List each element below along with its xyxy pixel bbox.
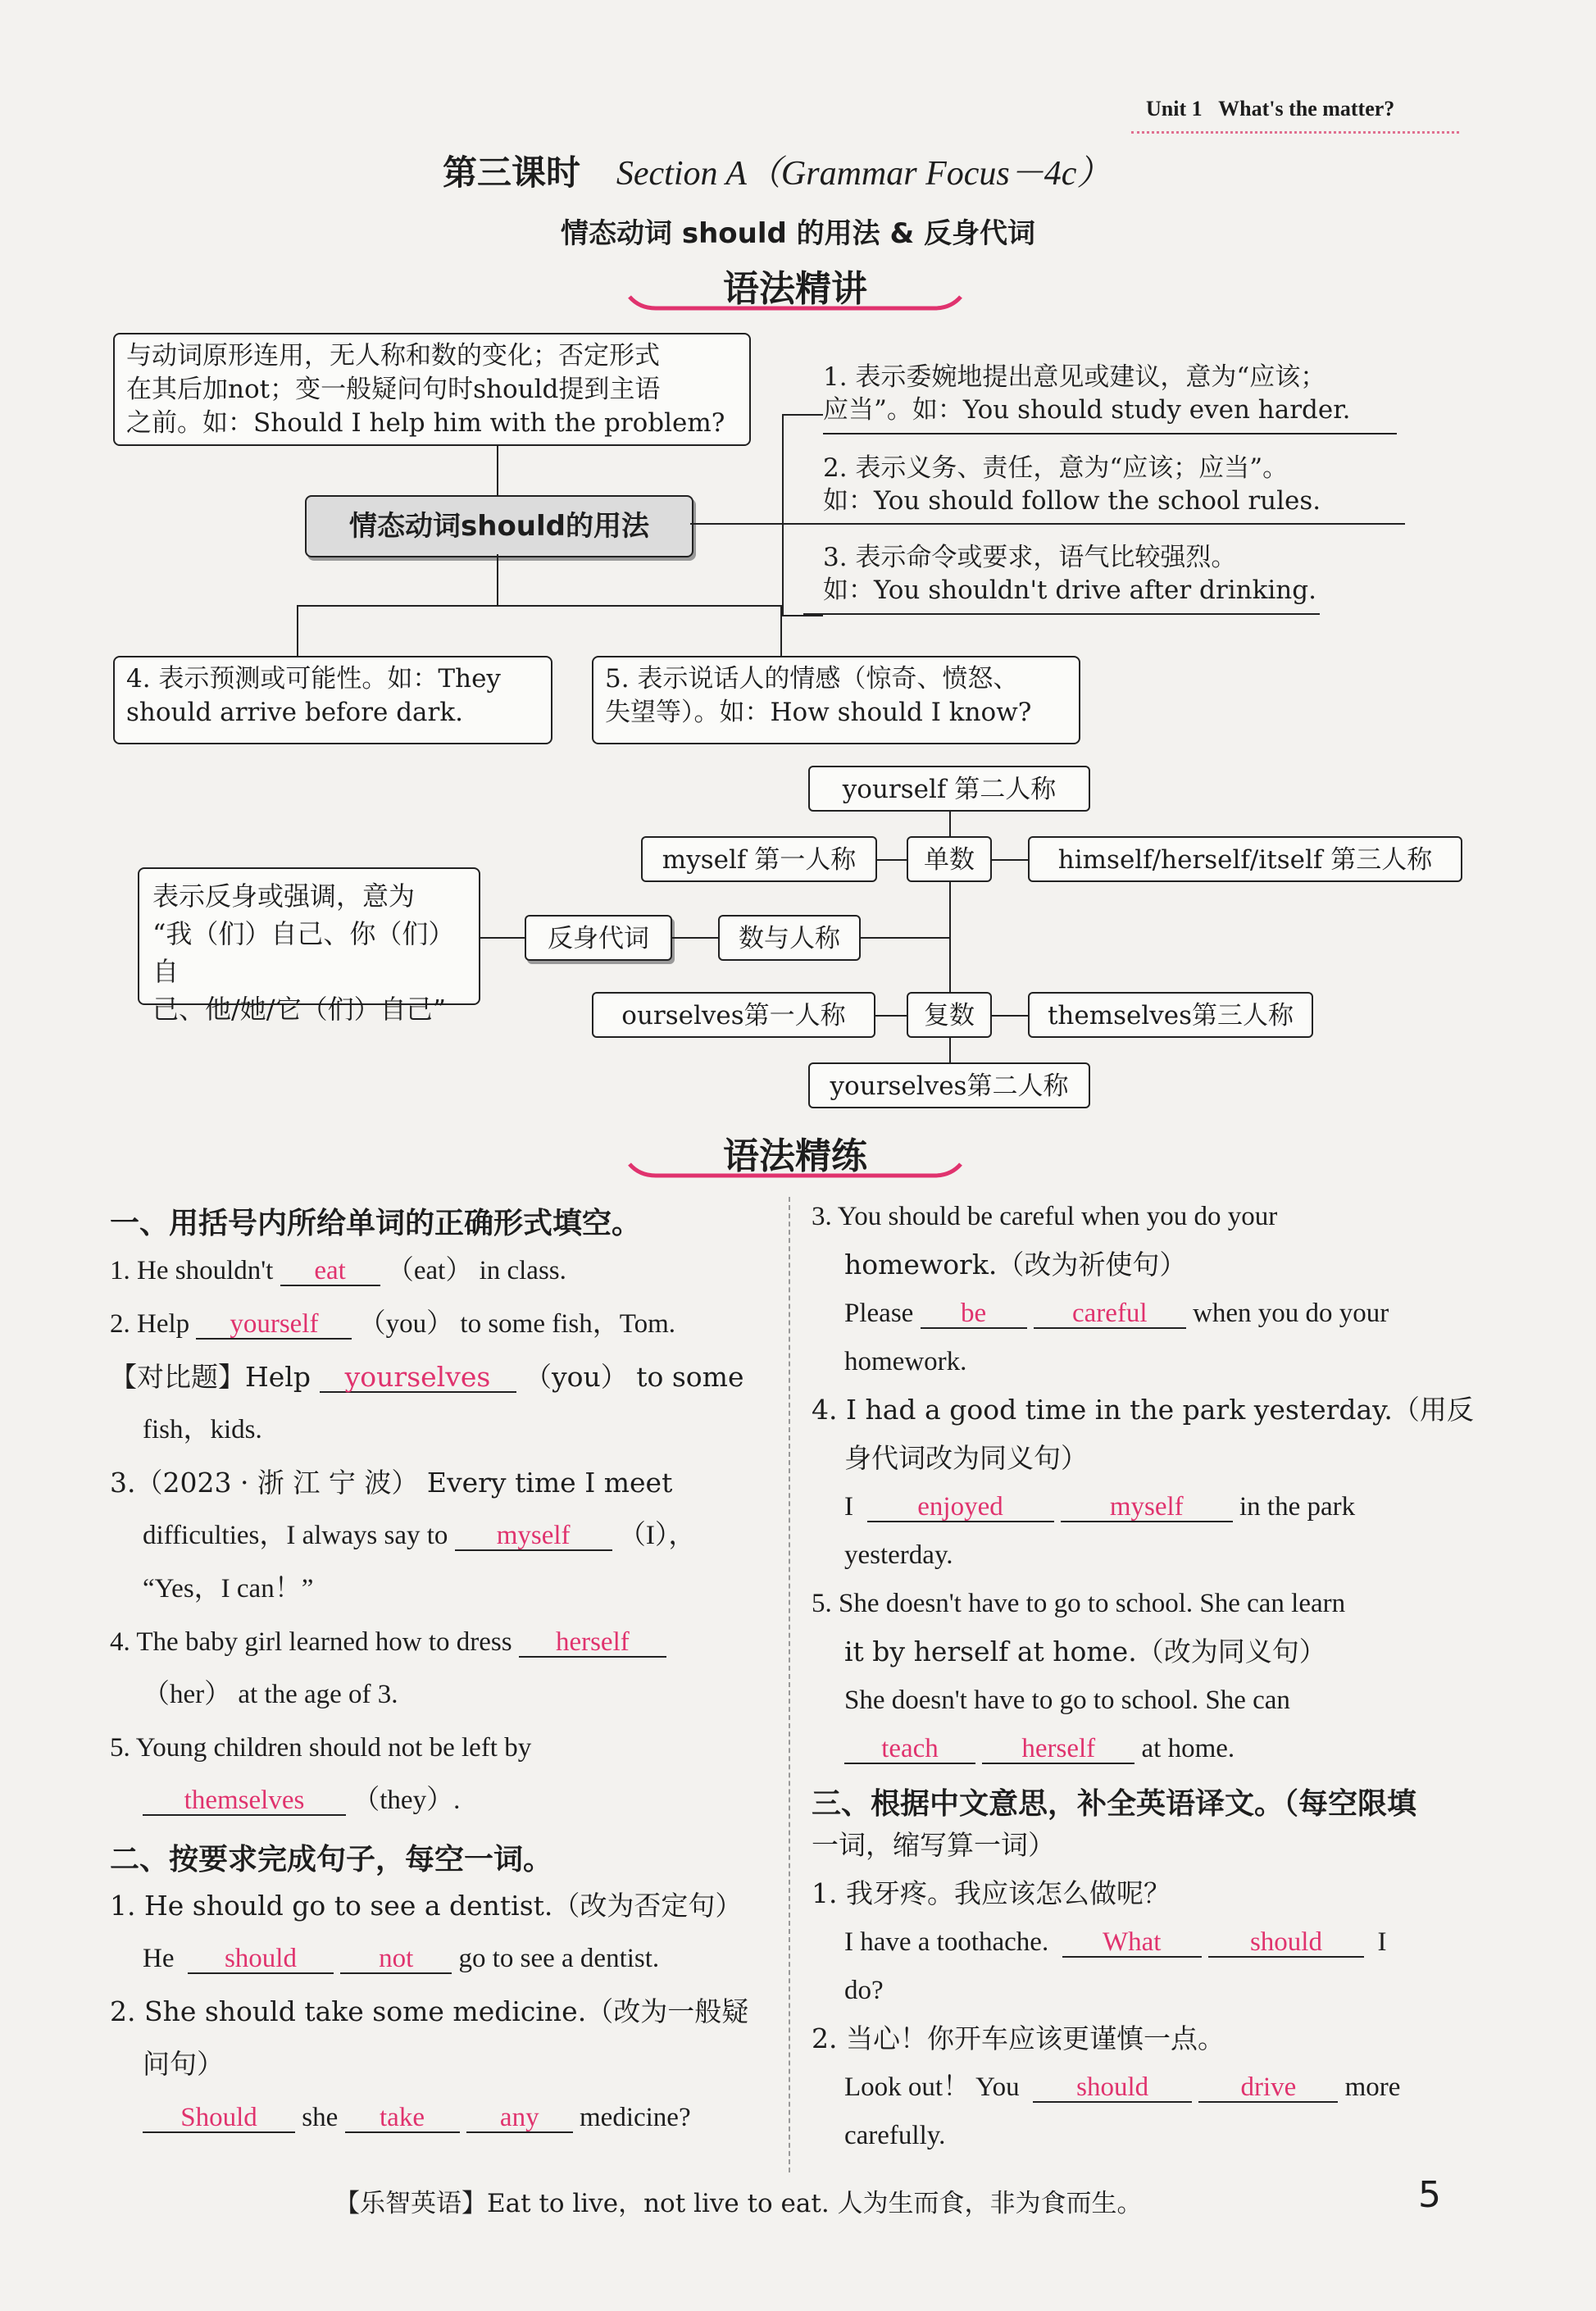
answer-blank[interactable]: teach: [844, 1735, 975, 1764]
column-divider: [789, 1197, 790, 2172]
part2-q4-answer: I enjoyed myself in the park: [844, 1492, 1356, 1522]
part1-heading: 一、用括号内所给单词的正确形式填空。: [110, 1207, 642, 1240]
part1-q2-compare: 【对比题】Help yourselves （you） to some: [110, 1361, 744, 1393]
answer-blank[interactable]: herself: [519, 1628, 666, 1658]
answer-blank[interactable]: enjoyed: [867, 1493, 1054, 1522]
part1-q2-compare-cont: fish，kids.: [143, 1415, 262, 1444]
box-singular: 单数: [907, 836, 992, 882]
answer-blank[interactable]: not: [340, 1945, 452, 1974]
section-heading-practice: 语法精练: [723, 1135, 867, 1177]
part2-q4-line4: yesterday.: [844, 1540, 953, 1570]
part2-q1-answer: He should not go to see a dentist.: [143, 1944, 660, 1973]
part3-q2: 2. 当心！你开车应该更谨慎一点。: [812, 2022, 1225, 2054]
box-number-person: 数与人称: [718, 915, 861, 961]
box-emotion: 5. 表示说话人的情感（惊奇、愤怒、 失望等）。如：How should I know?: [592, 656, 1080, 744]
part1-q2: 2. Help yourself （you） to some fish，Tom.: [110, 1309, 676, 1339]
part3-q1-line3: do?: [844, 1976, 884, 2005]
box-themselves: themselves第三人称: [1028, 992, 1313, 1038]
part1-q1: 1. He shouldn't eat （eat） in class.: [110, 1256, 566, 1285]
answer-blank[interactable]: should: [1033, 2073, 1192, 2103]
part1-q4-line2: （her） at the age of 3.: [143, 1680, 398, 1709]
part1-q3: 3.（2023 · 浙 江 宁 波） Every time I meet: [110, 1467, 673, 1499]
part3-heading: 三、根据中文意思，补全英语译文。（每空限填: [812, 1787, 1417, 1821]
part3-heading-line2: 一词，缩写算一词）: [812, 1829, 1055, 1861]
part2-q5-answer: teach herself at home.: [844, 1732, 1235, 1765]
answer-blank[interactable]: be: [921, 1299, 1027, 1329]
section-heading-grammar: 语法精讲: [723, 268, 867, 310]
note-1: 1. 表示委婉地提出意见或建议，意为“应该； 应当”。如：You should study even harder.: [823, 362, 1351, 425]
box-plural: 复数: [907, 992, 992, 1038]
answer-blank[interactable]: themselves: [143, 1786, 346, 1816]
answer-blank[interactable]: herself: [982, 1735, 1134, 1764]
note-3: 3. 表示命令或要求，语气比较强烈。 如：You shouldn't drive after drinking.: [823, 543, 1316, 605]
center-should-usage: 情态动词should的用法: [305, 495, 693, 557]
answer-blank[interactable]: any: [466, 2104, 573, 2133]
part2-q2: 2. She should take some medicine.（改为一般疑: [110, 1995, 749, 2027]
part1-q3-line3: “Yes，I can！”: [143, 1574, 314, 1604]
box-ourselves: ourselves第一人称: [592, 992, 875, 1038]
answer-blank[interactable]: eat: [280, 1257, 380, 1286]
answer-blank[interactable]: take: [345, 2104, 460, 2133]
part2-heading: 二、按要求完成句子，每空一词。: [110, 1843, 553, 1877]
unit-label: Unit 1 What's the matter?: [1146, 97, 1395, 121]
part3-q1: 1. 我牙疼。我应该怎么做呢？: [812, 1877, 1171, 1909]
box-reflexive-meaning: 表示反身或强调，意为 “我（们）自己、你（们）自 己、他/她/它（们）自己”: [138, 867, 480, 1005]
part3-q2-answer: Look out！ You should drive more: [844, 2072, 1401, 2102]
part1-q5-line2: themselves （they）.: [143, 1784, 460, 1817]
answer-blank[interactable]: careful: [1034, 1299, 1186, 1329]
answer-blank[interactable]: What: [1062, 1928, 1202, 1958]
answer-blank[interactable]: drive: [1198, 2073, 1338, 2103]
box-himself: himself/herself/itself 第三人称: [1028, 836, 1462, 882]
part2-q3-line2: homework.（改为祈使句）: [844, 1249, 1187, 1281]
answer-blank[interactable]: myself: [455, 1522, 612, 1551]
part1-q4: 4. The baby girl learned how to dress herself: [110, 1626, 666, 1658]
note-2: 2. 表示义务、责任，意为“应该；应当”。 如：You should follow the school rules.: [823, 453, 1321, 516]
header-divider: [1131, 131, 1459, 134]
part2-q2-answer: Should she take any medicine?: [143, 2101, 691, 2134]
page-number: 5: [1418, 2174, 1441, 2216]
answer-blank[interactable]: should: [188, 1945, 334, 1974]
page-subtitle: 情态动词 should 的用法 & 反身代词: [561, 217, 1035, 250]
part2-q4: 4. I had a good time in the park yesterday.（用反: [812, 1394, 1474, 1426]
part2-q5-line2: it by herself at home.（改为同义句）: [844, 1635, 1326, 1667]
part1-q5: 5. Young children should not be left by: [110, 1733, 532, 1763]
part2-q3-answer: Please be careful when you do your: [844, 1299, 1389, 1328]
page-title: 第三课时 Section A（Grammar Focus－4c）: [443, 152, 1112, 193]
part2-q3: 3. You should be careful when you do your: [812, 1202, 1278, 1231]
box-prediction: 4. 表示预测或可能性。如：They should arrive before dark.: [113, 656, 552, 744]
answer-blank[interactable]: Should: [143, 2104, 295, 2133]
box-form-rules: 与动词原形连用，无人称和数的变化；否定形式 在其后加not；变一般疑问句时should提到主语 之前。如：Should I help him with the problem?: [113, 333, 751, 446]
footer-motto: 【乐智英语】Eat to live，not live to eat. 人为生而食，非为食而生。: [334, 2189, 1143, 2218]
part2-q3-line4: homework.: [844, 1347, 967, 1376]
part1-q3-line2: difficulties，I always say to myself （I），: [143, 1521, 696, 1550]
part2-q5: 5. She doesn't have to go to school. She can learn: [812, 1589, 1346, 1618]
part2-q2-line2: 问句）: [143, 2048, 224, 2080]
section-heading-underline-2: [623, 1156, 967, 1181]
part3-q1-answer: I have a toothache. What should I: [844, 1927, 1387, 1957]
section-heading-underline: [623, 289, 967, 313]
part3-q2-line3: carefully.: [844, 2121, 946, 2150]
box-yourself: yourself 第二人称: [808, 766, 1090, 812]
answer-blank[interactable]: yourselves: [320, 1363, 516, 1393]
part2-q5-line3: She doesn't have to go to school. She can: [844, 1685, 1290, 1715]
part2-q4-line2: 身代词改为同义句）: [844, 1442, 1088, 1474]
answer-blank[interactable]: should: [1208, 1928, 1364, 1958]
box-yourselves: yourselves第二人称: [808, 1062, 1090, 1108]
box-myself: myself 第一人称: [641, 836, 877, 882]
answer-blank[interactable]: myself: [1061, 1493, 1233, 1522]
answer-blank[interactable]: yourself: [196, 1310, 352, 1340]
box-reflexive-center: 反身代词: [525, 915, 672, 961]
part2-q1: 1. He should go to see a dentist.（改为否定句）: [110, 1890, 743, 1922]
